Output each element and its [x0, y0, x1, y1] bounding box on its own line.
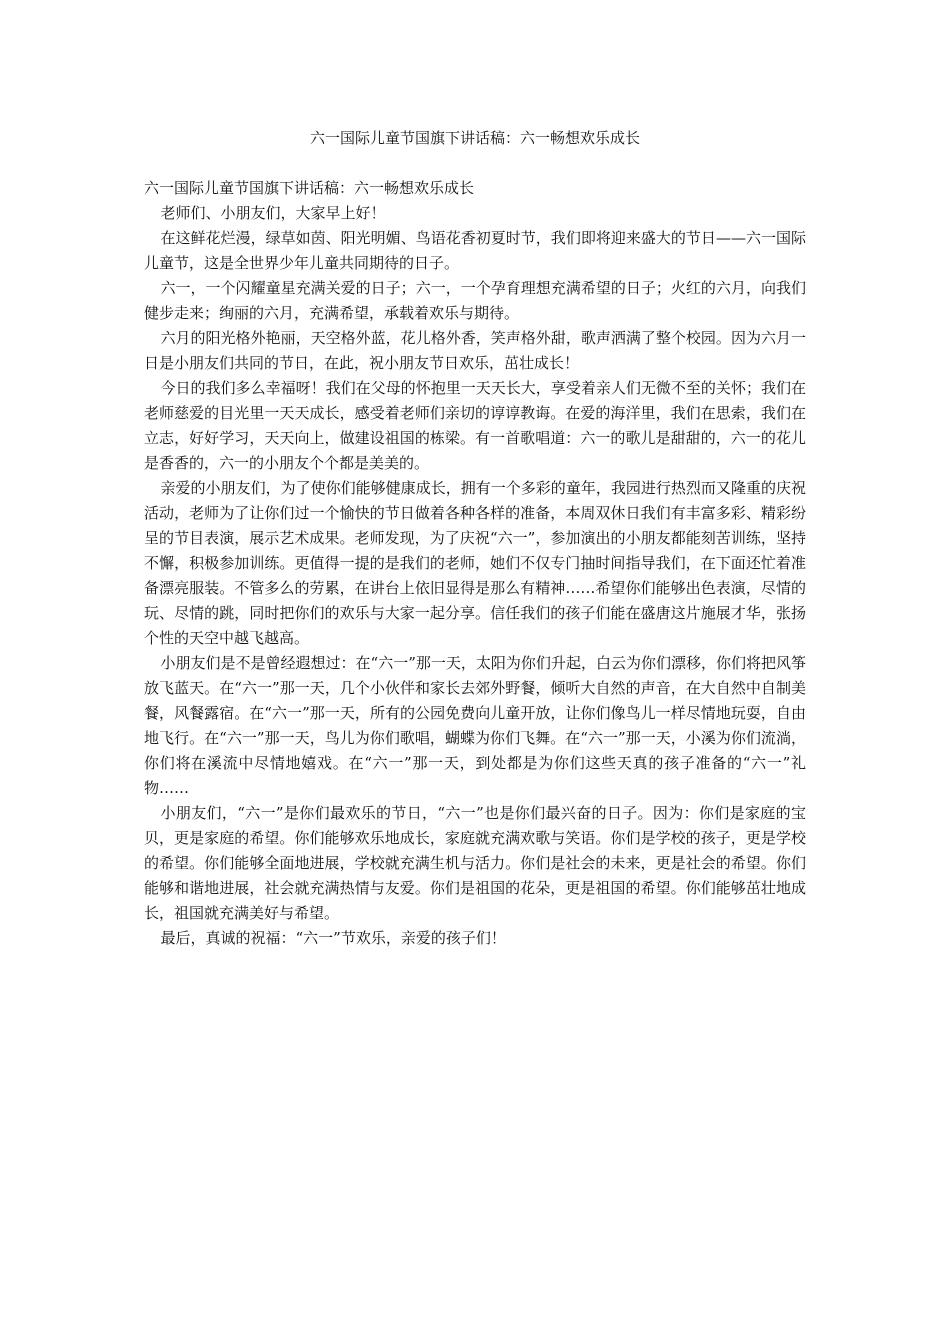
paragraph: 今日的我们多么幸福呀！我们在父母的怀抱里一天天长大，享受着亲人们无微不至的关怀；我们在老师慈爱的目光里一天天成长，感受着老师们亲切的谆谆教诲。在爱的海洋里，我们在思索，我们在立志，好好学习，天天向上，做建设祖国的栋梁。有一首歌唱道：六一的歌儿是甜甜的，六一的花儿是香香的，六一的小朋友个个都是美美的。 [144, 379, 806, 472]
paragraph: 六一国际儿童节国旗下讲话稿：六一畅想欢乐成长 [144, 179, 475, 197]
document-body [144, 176, 806, 951]
paragraph: 六月的阳光格外艳丽，天空格外蓝，花儿格外香，笑声格外甜，歌声洒满了整个校园。因为六月一日是小朋友们共同的节日，在此，祝小朋友节日欢乐，茁壮成长！ [144, 329, 806, 372]
paragraph: 小朋友们是不是曾经遐想过：在“六一”那一天，太阳为你们升起，白云为你们漂移，你们将把风筝放飞蓝天。在“六一”那一天，几个小伙伴和家长去郊外野餐，倾听大自然的声音，在大自然中自制美餐，风餐露宿。在“六一”那一天，所有的公园免费向儿童开放，让你们像鸟儿一样尽情地玩耍，自由地飞行。在“六一”那一天，鸟儿为你们歌唱，蝴蝶为你们飞舞。在“六一”那一天，小溪为你们流淌，你们将在溪流中尽情地嬉戏。在“六一”那一天，到处都是为你们这些天真的孩子准备的“六一”礼物…… [144, 654, 806, 797]
paragraph: 最后，真诚的祝福：“六一”节欢乐，亲爱的孩子们！ [160, 929, 506, 947]
paragraph: 在这鲜花烂漫，绿草如茵、阳光明媚、鸟语花香初夏时节，我们即将迎来盛大的节日——六一国际儿童节，这是全世界少年儿童共同期待的日子。 [144, 229, 806, 272]
document-title: 六一国际儿童节国旗下讲话稿：六一畅想欢乐成长 [309, 129, 640, 147]
paragraph: 亲爱的小朋友们，为了使你们能够健康成长，拥有一个多彩的童年，我园进行热烈而又隆重的庆祝活动，老师为了让你们过一个愉快的节日做着各种各样的准备，本周双休日我们有丰富多彩、精彩纷呈的节目表演，展示艺术成果。老师发现，为了庆祝“六一”，参加演出的小朋友都能刻苦训练，坚持不懈，积极参加训练。更值得一提的是我们的老师，她们不仅专门抽时间指导我们，在下面还忙着准备漂亮服装。不管多么的劳累，在讲台上依旧显得是那么有精神……希望你们能够出色表演，尽情的玩、尽情的跳，同时把你们的欢乐与大家一起分享。信任我们的孩子们能在盛唐这片施展才华，张扬个性的天空中越飞越高。 [144, 479, 806, 647]
paragraph: 小朋友们，“六一”是你们最欢乐的节日，“六一”也是你们最兴奋的日子。因为：你们是家庭的宝贝，更是家庭的希望。你们能够欢乐地成长，家庭就充满欢歌与笑语。你们是学校的孩子，更是学校的希望。你们能够全面地进展，学校就充满生机与活力。你们是社会的未来，更是社会的希望。你们能够和谐地进展，社会就充满热情与友爱。你们是祖国的花朵，更是祖国的希望。你们能够茁壮地成长，祖国就充满美好与希望。 [144, 804, 806, 922]
paragraph: 老师们、小朋友们，大家早上好！ [160, 204, 386, 222]
paragraph: 六一，一个闪耀童星充满关爱的日子；六一，一个孕育理想充满希望的日子；火红的六月，向我们健步走来；绚丽的六月，充满希望，承载着欢乐与期待。 [144, 279, 806, 322]
